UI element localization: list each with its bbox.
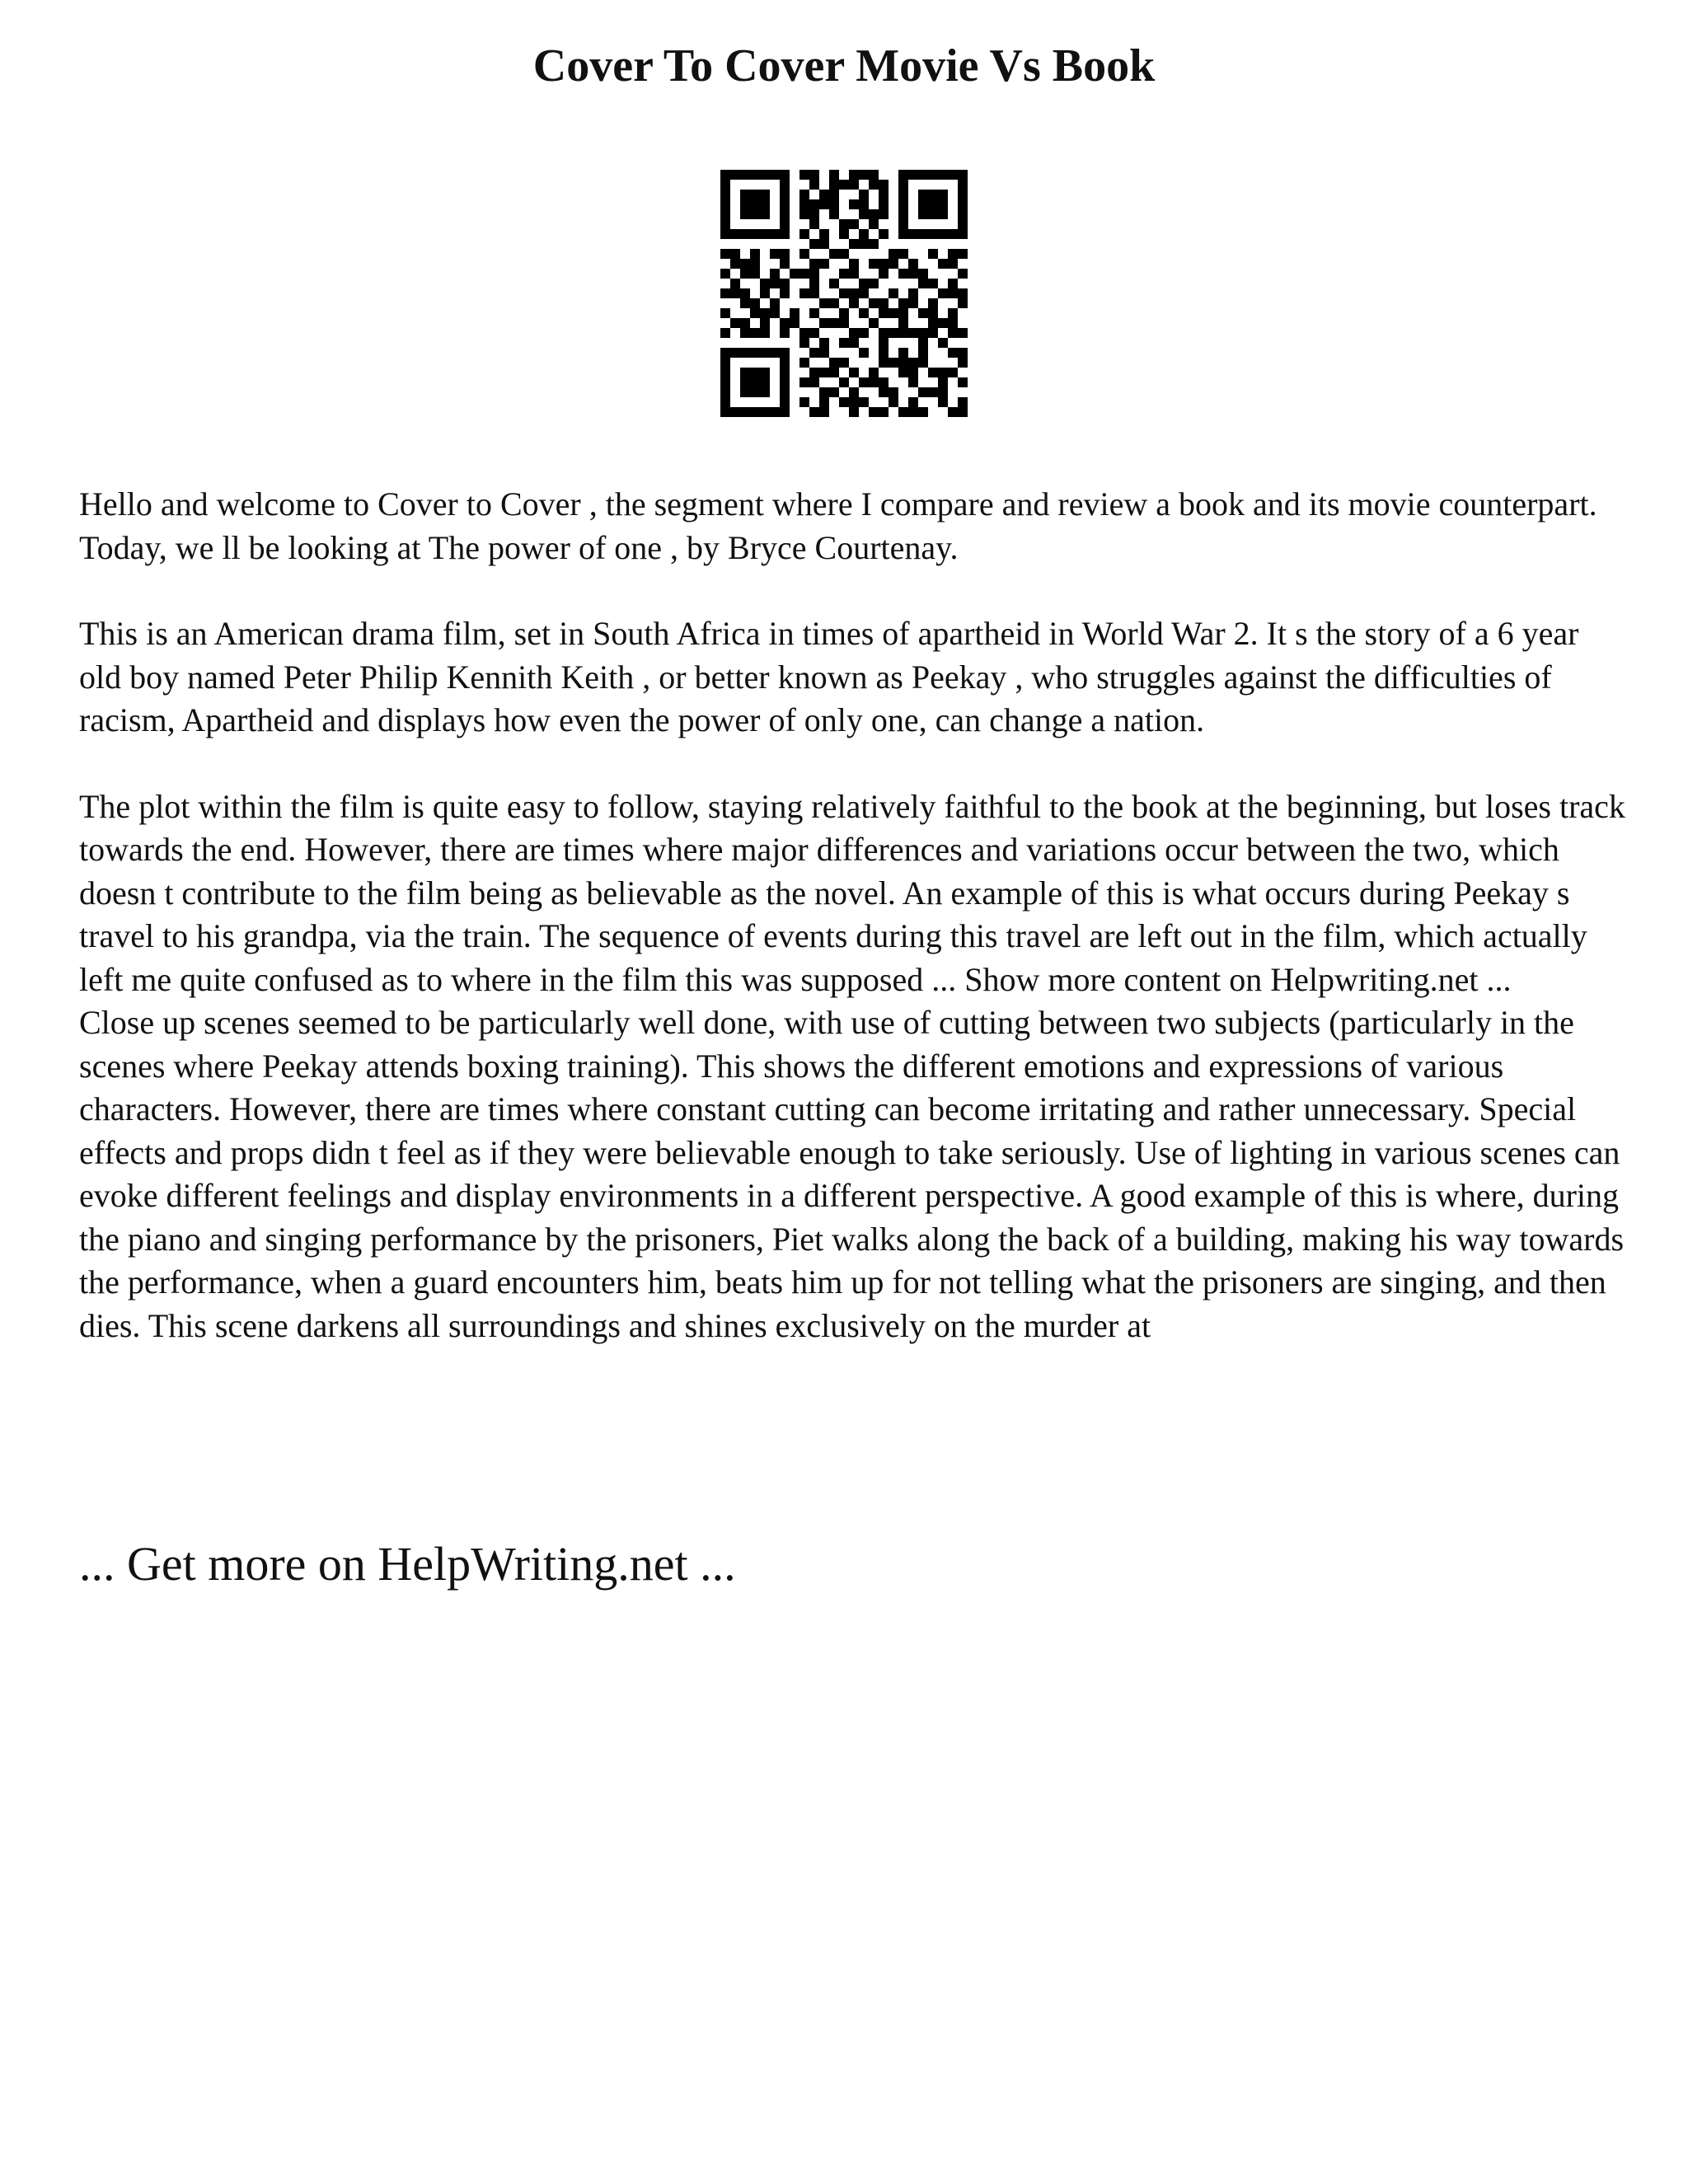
paragraph-intro: Hello and welcome to Cover to Cover , the segment where I compare and review a book and its movie counterpart. Today, we ll be looking at The power of one , by Bryce Courtenay. xyxy=(79,485,1597,566)
page-title: Cover To Cover Movie Vs Book xyxy=(532,40,1156,91)
paragraph-plot: The plot within the film is quite easy to follow, staying relatively faithful to the book at the beginning, but loses track towards the end. However, there are times where major differences and variations occur between the two, which doesn t contribute to the film being as believable as the novel. An example of this is what occurs during Peekay s travel to his grandpa, via the train. The sequence of events during this travel are left out in the film, which actually left me quite confused as to where in the film this was supposed ... Show more content on Helpwriting.net ... xyxy=(79,787,1625,998)
qr-code-icon xyxy=(720,170,968,417)
paragraph-cinematography: Close up scenes seemed to be particularly well done, with use of cutting between two subjects (particularly in the scenes where Peekay attends boxing training). This shows the different emotions and expressions of various characters. However, there are times where constant cutting can become irritating and rather unnecessary. Special effects and props didn t feel as if they were believable enough to take seriously. Use of lighting in various scenes can evoke different feelings and display environments in a different perspective. A good example of this is where, during the piano and singing performance by the prisoners, Piet walks along the back of a building, making his way towards the performance, when a guard encounters him, beats him up for not telling what the prisoners are singing, and then dies. This scene darkens all surroundings and shines exclusively on the murder at xyxy=(79,1004,1625,1344)
qr-code-graphic xyxy=(720,170,968,417)
paragraph-film-summary: This is an American drama film, set in South Africa in times of apartheid in World War 2. It s the story of a 6 year old boy named Peter Philip Kennith Keith , or better known as Peekay , who struggles against the difficulties of racism, Apartheid and displays how even the power of only one, can change a nation. xyxy=(79,615,1579,738)
article-body xyxy=(79,483,1629,1390)
get-more-link[interactable]: ... Get more on HelpWriting.net ... xyxy=(79,1537,736,1591)
